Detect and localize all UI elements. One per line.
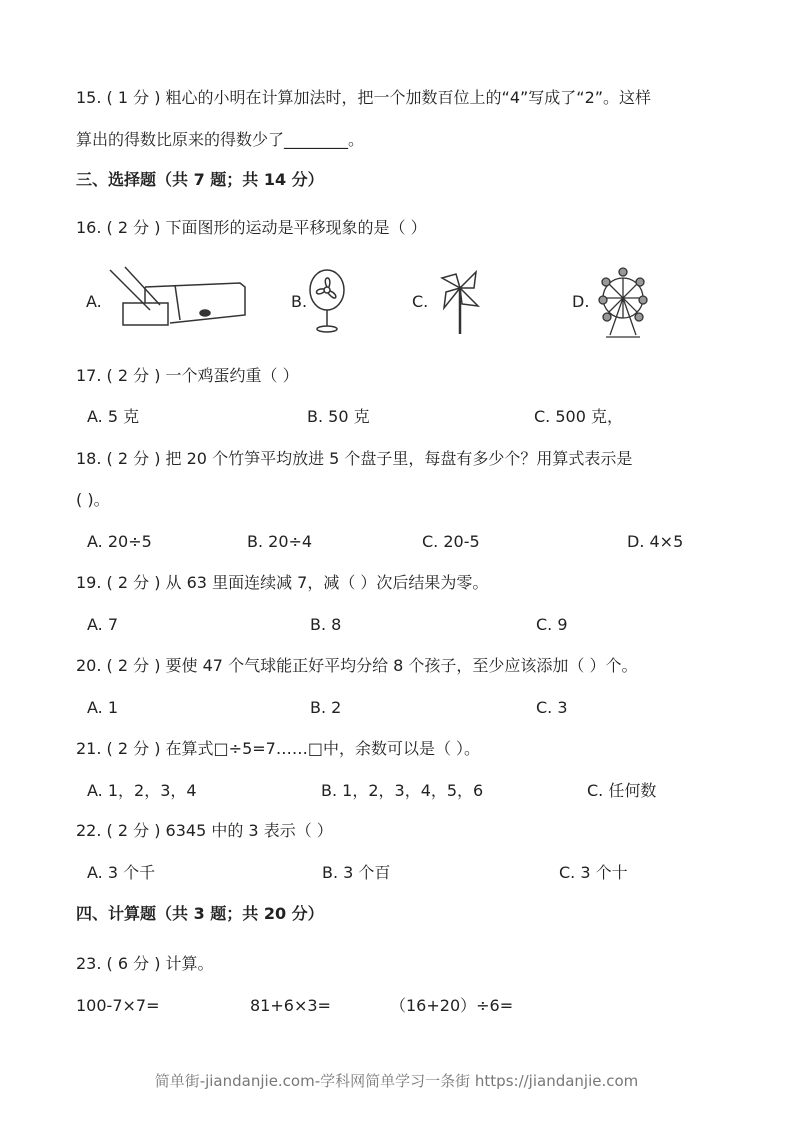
section3-heading: 三、选择题（共 7 题；共 14 分）	[76, 170, 324, 189]
q16-stem: 16. ( 2 分 ) 下面图形的运动是平移现象的是（ ）	[76, 218, 427, 237]
q18-stem: 18. ( 2 分 ) 把 20 个竹笋平均放进 5 个盘子里，每盘有多少个？用算式表示是	[76, 449, 633, 468]
footer-watermark: 简单街-jiandanjie.com-学科网简单学习一条街 https://jiandanjie.com	[154, 1072, 639, 1090]
q18-option-a: A. 20÷5	[87, 532, 152, 551]
q20-option-c: C. 3	[536, 698, 568, 717]
q23-item-3: （16+20）÷6=	[390, 996, 514, 1015]
q20-stem: 20. ( 2 分 ) 要使 47 个气球能正好平均分给 8 个孩子，至少应该添加（ ）个。	[76, 656, 638, 675]
q21-stem: 21. ( 2 分 ) 在算式□÷5=7……□中，余数可以是（ ）。	[76, 739, 481, 758]
drawer-icon	[105, 265, 250, 330]
q16-option-b: B.	[291, 292, 308, 311]
q16-option-a: A.	[86, 292, 102, 311]
q19-option-c: C. 9	[536, 615, 568, 634]
q22-option-c: C. 3 个十	[559, 863, 628, 882]
section4-heading: 四、计算题（共 3 题；共 20 分）	[76, 904, 324, 923]
q18-option-c: C. 20-5	[422, 532, 480, 551]
q18-option-b: B. 20÷4	[247, 532, 313, 551]
q18-option-d: D. 4×5	[627, 532, 684, 551]
fan-icon	[307, 268, 347, 334]
q17-option-b: B. 50 克	[307, 407, 370, 426]
q16-option-c: C.	[412, 292, 429, 311]
q19-option-b: B. 8	[310, 615, 342, 634]
q22-stem: 22. ( 2 分 ) 6345 中的 3 表示（ ）	[76, 821, 333, 840]
q23-item-2: 81+6×3=	[250, 996, 331, 1015]
q20-option-b: B. 2	[310, 698, 342, 717]
q16-option-d: D.	[572, 292, 590, 311]
q15-line1: 15. ( 1 分 ) 粗心的小明在计算加法时，把一个加数百位上的“4”写成了“2”。这样	[76, 88, 652, 107]
q21-option-a: A. 1，2，3，4	[87, 781, 197, 800]
q20-option-a: A. 1	[87, 698, 119, 717]
ferris-wheel-icon	[598, 265, 648, 341]
q15-line2: 算出的得数比原来的得数少了________。	[76, 130, 365, 149]
q22-option-a: A. 3 个千	[87, 863, 156, 882]
q19-option-a: A. 7	[87, 615, 119, 634]
q18-stem-cont: ( )。	[76, 490, 110, 509]
pinwheel-icon	[440, 268, 482, 336]
q19-stem: 19. ( 2 分 ) 从 63 里面连续减 7，减（ ）次后结果为零。	[76, 573, 489, 592]
q23-item-1: 100-7×7=	[76, 996, 160, 1015]
q17-option-c: C. 500 克，	[534, 407, 623, 426]
q21-option-b: B. 1，2，3，4，5，6	[321, 781, 484, 800]
q17-option-a: A. 5 克	[87, 407, 140, 426]
q17-stem: 17. ( 2 分 ) 一个鸡蛋约重（ ）	[76, 366, 299, 385]
q23-stem: 23. ( 6 分 ) 计算。	[76, 954, 214, 973]
q22-option-b: B. 3 个百	[322, 863, 391, 882]
q21-option-c: C. 任何数	[587, 781, 657, 800]
